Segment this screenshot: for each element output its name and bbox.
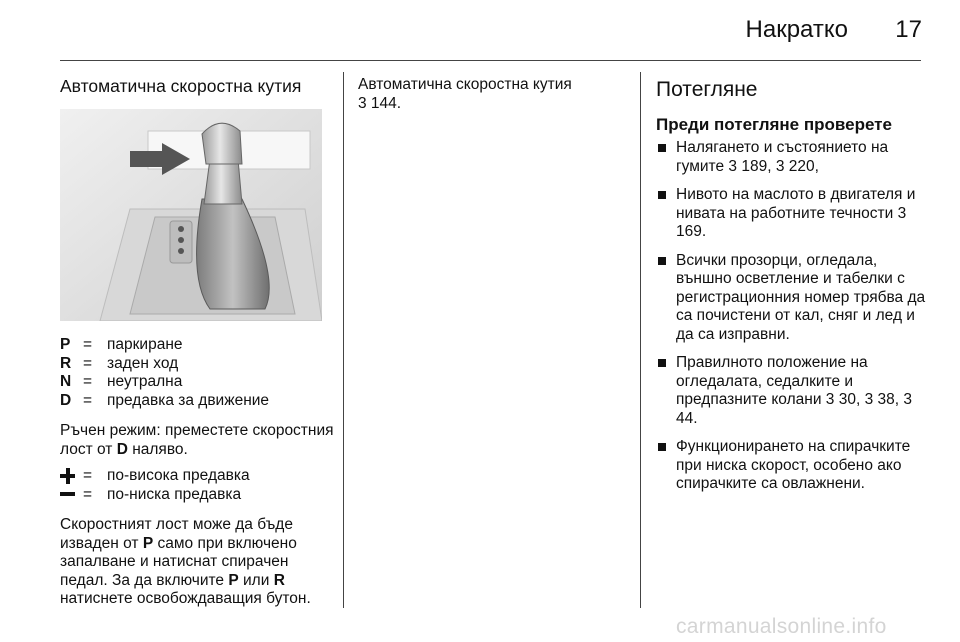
list-item: Нивото на маслото в двигателя и нивата на работните течности 3 169. [656, 186, 926, 242]
indicator-dot [178, 248, 184, 254]
minus-icon [60, 486, 76, 502]
shift-row [60, 486, 250, 505]
gear-shifter-illustration [60, 109, 322, 321]
reference-label: Автоматична скоростна кутия [358, 76, 572, 93]
shift-definitions [60, 467, 250, 504]
subsection-title: Преди потегляне проверете [656, 115, 892, 134]
list-item: Правилното положение на огледалата, седалките и предпазните колани 3 30, 3 38, 3 44. [656, 354, 926, 428]
def-key: P [60, 336, 71, 353]
page-number: 17 [895, 16, 922, 43]
column-divider-1 [343, 72, 344, 608]
page-reference-icon: 3 [903, 391, 912, 408]
def-eq: = [83, 354, 93, 372]
def-key: R [60, 354, 72, 372]
page-reference-icon: 3 [358, 94, 367, 112]
indicator-dot [178, 226, 184, 232]
column-1 [60, 76, 335, 609]
manual-mode-key: D [116, 440, 128, 458]
def-key: N [60, 373, 72, 390]
removal-text: само при включено запалване и натиснат спирачен педал. За да включите [60, 534, 297, 589]
bullet-square-icon [658, 257, 666, 265]
reference-text [358, 76, 618, 113]
page-reference-icon: 3 [775, 157, 785, 175]
page-header-title: Накратко [745, 16, 848, 43]
def-desc: по-ниска предавка [107, 485, 242, 503]
page-reference-icon: 3 [897, 204, 907, 222]
def-desc: заден ход [107, 354, 179, 372]
def-eq: = [83, 467, 93, 484]
def-key: D [60, 391, 72, 409]
def-desc: по-висока предавка [107, 467, 250, 484]
definition-row [60, 392, 269, 411]
def-eq: = [83, 391, 93, 409]
def-desc: предавка за движение [107, 391, 270, 409]
indicator-dot [178, 237, 184, 243]
bullet-square-icon [658, 144, 666, 152]
def-desc: паркиране [107, 336, 183, 353]
definition-row [60, 336, 269, 355]
bullet-square-icon [658, 191, 666, 199]
watermark: carmanualsonline.info [676, 615, 887, 638]
removal-key: P [228, 571, 239, 589]
column-2 [358, 76, 618, 113]
reference-page: 144. [366, 94, 402, 112]
list-item: Функционирането на спирачките при ниска скорост, особено ако спирачките са овлажнени. [656, 438, 926, 494]
manual-mode-text [60, 422, 335, 459]
list-item: Налягането и състоянието на гумите 3 189, 3 220, [656, 139, 926, 176]
definition-row [60, 355, 269, 374]
def-eq: = [83, 373, 93, 390]
page-reference-icon: 3 [825, 391, 835, 408]
column-divider-2 [640, 72, 641, 608]
plus-icon [60, 468, 76, 484]
header-rule [60, 60, 921, 61]
removal-text: или [238, 571, 274, 589]
gear-definitions [60, 336, 269, 410]
bullet-square-icon [658, 359, 666, 367]
def-eq: = [83, 485, 93, 503]
removal-text: натиснете освобождаващия бутон. [60, 590, 311, 607]
checklist [656, 139, 926, 494]
removal-text: Скоростният лост може да бъде извaден от [60, 516, 293, 552]
removal-paragraph [60, 516, 335, 609]
manual-mode-text-part: Ръчен режим: преместете скоростния лост от [60, 422, 334, 458]
removal-key: R [273, 571, 285, 589]
bullet-square-icon [658, 443, 666, 451]
page-reference-icon: 3 [864, 391, 874, 408]
def-desc: неутрална [107, 373, 183, 390]
gear-shifter-figure [60, 109, 322, 321]
removal-key: P [142, 534, 154, 552]
section-title-starting: Потегляне [656, 78, 758, 101]
def-eq: = [83, 336, 93, 353]
list-item: Всички прозорци, огледала, външно осветление и табелки с регистрационния номер трябва да са почистени от кал, сняг и лед и да са изправни. [656, 252, 926, 345]
shift-row [60, 467, 250, 486]
page-reference-icon: 3 [728, 157, 738, 175]
column-3 [656, 78, 926, 504]
manual-mode-text-part: наляво. [127, 440, 188, 458]
definition-row [60, 373, 269, 392]
section-title: Автоматична скоростна кутия [60, 76, 302, 96]
